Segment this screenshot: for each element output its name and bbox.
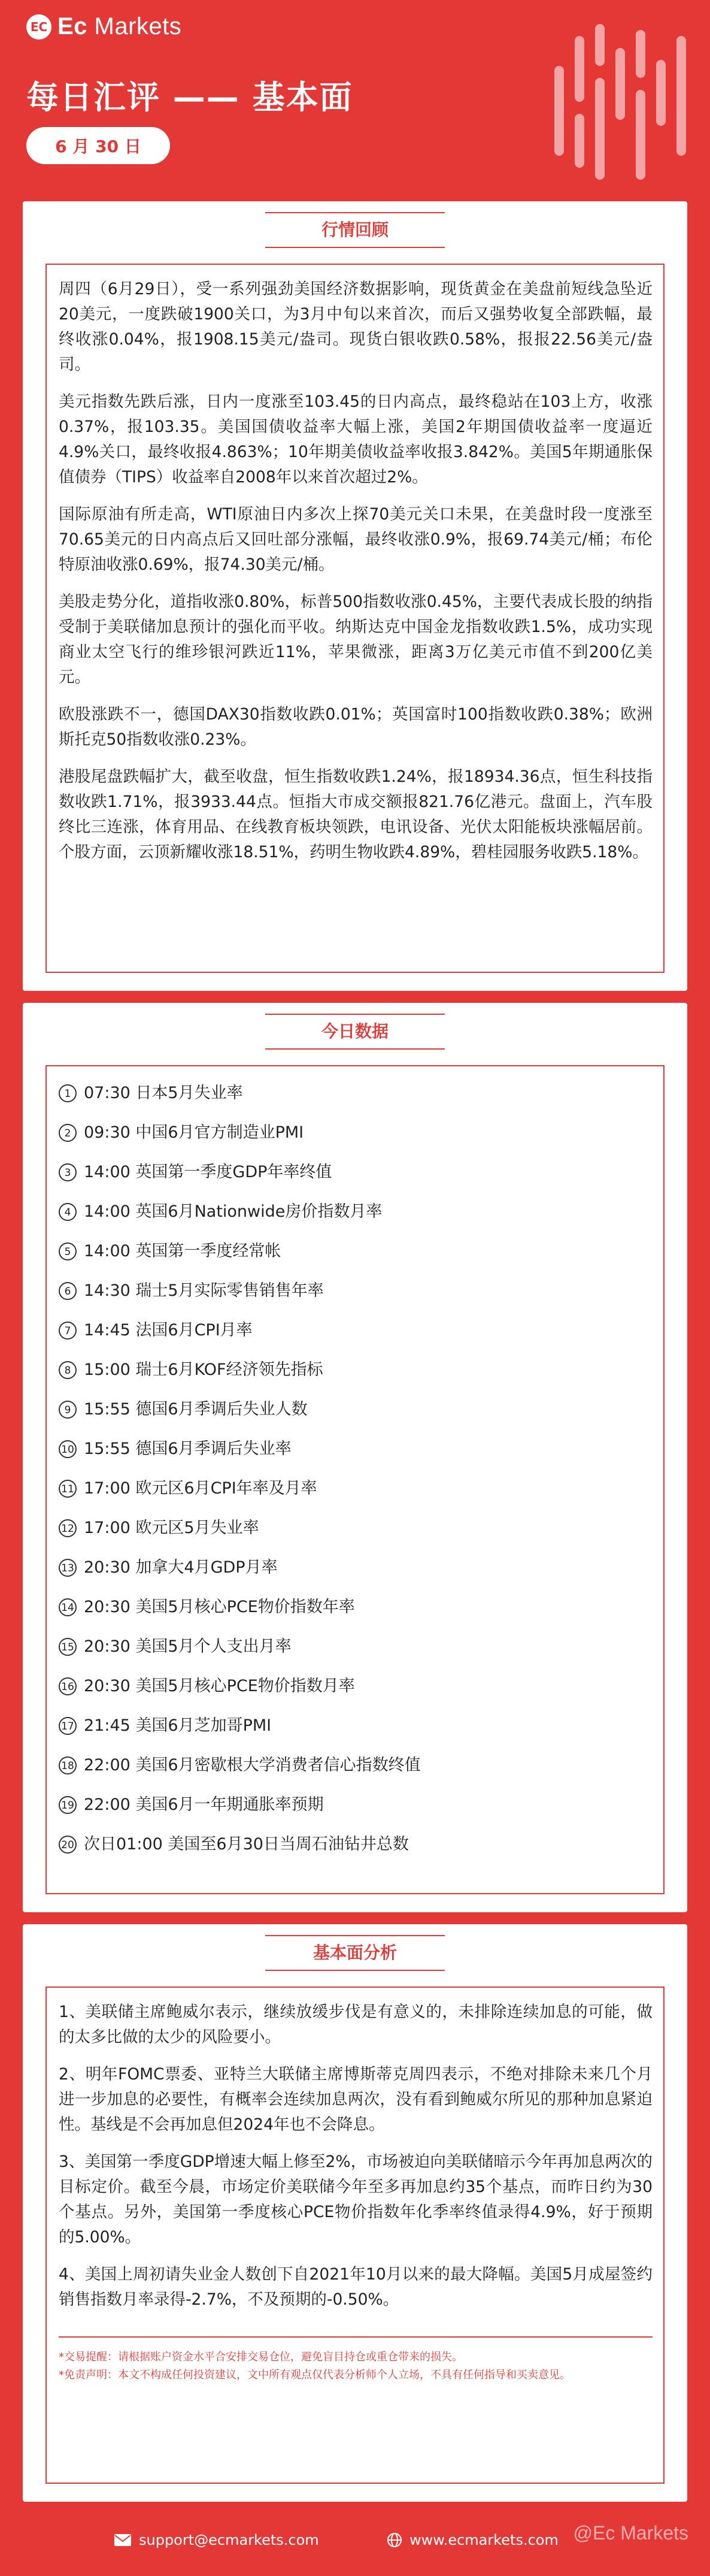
circled-number-icon: 5 — [59, 1242, 77, 1260]
circled-number-icon: 18 — [59, 1756, 77, 1774]
fundamental-analysis-body — [45, 1987, 665, 2484]
circled-number-icon: 16 — [59, 1677, 77, 1695]
logo-text: Ec Markets — [57, 13, 182, 40]
decorative-bars-icon — [554, 24, 692, 186]
circled-number-icon: 19 — [59, 1796, 77, 1814]
review-paragraph: 美元指数先跌后涨，日内一度涨至103.45的日内高点，最终稳站在103上方，收涨0.37%，报103.35。美国国债收益率大幅上涨，美国2年期国债收益率一度逼近4.9%关口，最终收报4.863%；10年期美债收益率收报3.842%。美国5年期通胀保值债券（TIPS）收益率自2008年以来首次超过2%。 — [59, 392, 653, 486]
fundamental-analysis-card — [23, 1924, 687, 2502]
circled-number-icon: 15 — [59, 1638, 77, 1656]
circled-number-icon: 12 — [59, 1519, 77, 1537]
circled-number-icon: 2 — [59, 1124, 77, 1142]
list-item: 16 20:30 美国5月核心PCE物价指数月率 — [59, 1674, 653, 1713]
disclaimer — [59, 2336, 653, 2384]
list-item: 9 15:55 德国6月季调后失业人数 — [59, 1397, 653, 1437]
today-data-heading: 今日数据 — [265, 1014, 445, 1050]
circled-number-icon: 1 — [59, 1084, 77, 1102]
circled-number-icon: 8 — [59, 1361, 77, 1379]
circled-number-icon: 17 — [59, 1717, 77, 1735]
circled-number-icon: 20 — [59, 1836, 77, 1854]
list-item: 7 14:45 法国6月CPI月率 — [59, 1318, 653, 1357]
review-paragraph: 欧股涨跌不一，德国DAX30指数收跌0.01%；英国富时100指数收跌0.38%；欧洲斯托克50指数收涨0.23%。 — [59, 705, 653, 749]
review-paragraph: 美股走势分化，道指收涨0.80%，标普500指数收涨0.45%，主要代表成长股的纳指受制于美联储加息预计的强化而平收。纳斯达克中国金龙指数收跌1.5%，成功实现商业太空飞行的维珍银河跌近11%，苹果微涨，距离3万亿美元市值不到200亿美元。 — [59, 592, 653, 687]
market-review-card — [23, 201, 687, 991]
risk-disclaimer: *免责声明：本文不构成任何投资建议，文中所有观点仅代表分析师个人立场，不具有任何指导和买卖意见。 — [59, 2369, 571, 2381]
market-review-heading: 行情回顾 — [265, 212, 445, 248]
list-item: 12 17:00 欧元区5月失业率 — [59, 1516, 653, 1555]
brand-logo — [26, 13, 181, 40]
list-item: 2 09:30 中国6月官方制造业PMI — [59, 1120, 653, 1160]
list-item: 17 21:45 美国6月芝加哥PMI — [59, 1713, 653, 1753]
circled-number-icon: 7 — [59, 1322, 77, 1340]
circled-number-icon: 11 — [59, 1480, 77, 1498]
email-text: support@ecmarkets.com — [139, 2532, 319, 2548]
list-item: 6 14:30 瑞士5月实际零售销售年率 — [59, 1278, 653, 1318]
fundamental-analysis-heading: 基本面分析 — [265, 1935, 445, 1971]
trading-reminder: *交易提醒：请根据账户资金水平合安排交易仓位，避免盲目持仓或重仓带来的损失。 — [59, 2351, 463, 2363]
analysis-paragraph: 3、美国第一季度GDP增速大幅上修至2%，市场被迫向美联储暗示今年再加息两次的目标定价。截至今晨，市场定价美联储今年至多再加息约35个基点，而昨日约为30个基点。另外，美国第一季度核心PCE物价指数年化季率终值录得4.9%，好于预期的5.00%。 — [59, 2152, 653, 2247]
analysis-paragraph: 2、明年FOMC票委、亚特兰大联储主席博斯蒂克周四表示，不绝对排除未来几个月进一步加息的必要性，有概率会连续加息两次，没有看到鲍威尔所见的那种加息紧迫性。基线是不会再加息但2024年也不会降息。 — [59, 2065, 653, 2134]
event-list — [59, 1078, 653, 1871]
list-item: 11 17:00 欧元区6月CPI年率及月率 — [59, 1476, 653, 1516]
list-item: 10 15:55 德国6月季调后失业率 — [59, 1437, 653, 1476]
circled-number-icon: 3 — [59, 1163, 77, 1181]
page-title: 每日汇评 —— 基本面 — [26, 78, 353, 116]
list-item: 18 22:00 美国6月密歇根大学消费者信心指数终值 — [59, 1753, 653, 1792]
circled-number-icon: 13 — [59, 1559, 77, 1577]
mail-icon — [114, 2533, 132, 2547]
today-data-body — [45, 1065, 665, 1894]
circled-number-icon: 6 — [59, 1282, 77, 1300]
globe-icon — [387, 2532, 402, 2548]
list-item: 13 20:30 加拿大4月GDP月率 — [59, 1555, 653, 1595]
analysis-paragraph: 4、美国上周初请失业金人数创下自2021年10月以来的最大降幅。美国5月成屋签约销售指数月率录得-2.7%，不及预期的-0.50%。 — [59, 2265, 653, 2309]
list-item: 15 20:30 美国5月个人支出月率 — [59, 1634, 653, 1674]
circled-number-icon: 9 — [59, 1401, 77, 1419]
website-text: www.ecmarkets.com — [409, 2532, 559, 2548]
circled-number-icon: 14 — [59, 1598, 77, 1616]
list-item: 20 次日01:00 美国至6月30日当周石油钻井总数 — [59, 1832, 653, 1871]
list-item: 5 14:00 英国第一季度经常帐 — [59, 1239, 653, 1278]
analysis-paragraph: 1、美联储主席鲍威尔表示，继续放缓步伐是有意义的，未排除连续加息的可能，做的太多比做的太少的风险要小。 — [59, 2003, 653, 2046]
list-item: 1 07:30 日本5月失业率 — [59, 1081, 653, 1120]
circled-number-icon: 10 — [59, 1440, 77, 1458]
footer-website[interactable] — [387, 2532, 559, 2548]
list-item: 19 22:00 美国6月一年期通胀率预期 — [59, 1792, 653, 1832]
review-paragraph: 港股尾盘跌幅扩大，截至收盘，恒生指数收跌1.24%，报18934.36点，恒生科技指数收跌1.71%，报3933.44点。恒指大市成交额报821.76亿港元。盘面上，汽车股终比三连涨，体育用品、在线教育板块领跌，电讯设备、光伏太阳能板块涨幅居前。个股方面，云顶新耀收涨18.51%，药明生物收跌4.89%，碧桂园服务收跌5.18%。 — [59, 767, 653, 861]
list-item: 3 14:00 英国第一季度GDP年率终值 — [59, 1160, 653, 1199]
logo-mark-icon: EC — [26, 14, 51, 40]
review-paragraph: 国际原油有所走高，WTI原油日内多次上探70美元关口未果，在美盘时段一度涨至70.65美元的日内高点后又回吐部分涨幅，最终收涨0.9%，报69.74美元/桶；布伦特原油收涨0.69%，报74.30美元/桶。 — [59, 505, 653, 574]
footer-email[interactable] — [114, 2532, 319, 2548]
list-item: 14 20:30 美国5月核心PCE物价指数年率 — [59, 1595, 653, 1634]
watermark: @Ec Markets — [573, 2522, 688, 2544]
list-item: 4 14:00 英国6月Nationwide房价指数月率 — [59, 1199, 653, 1239]
list-item: 8 15:00 瑞士6月KOF经济领先指标 — [59, 1357, 653, 1397]
review-paragraph: 周四（6月29日），受一系列强劲美国经济数据影响，现货黄金在美盘前短线急坠近20美元，一度跌破1900关口，为3月中旬以来首次，而后又强势收复全部跌幅，最终收涨0.04%，报1908.15美元/盎司。现货白银收跌0.58%，报报22.56美元/盎司。 — [59, 280, 653, 374]
date-badge: 6 月 30 日 — [26, 127, 170, 164]
market-review-body — [45, 264, 665, 973]
circled-number-icon: 4 — [59, 1203, 77, 1221]
today-data-card — [23, 1003, 687, 1912]
